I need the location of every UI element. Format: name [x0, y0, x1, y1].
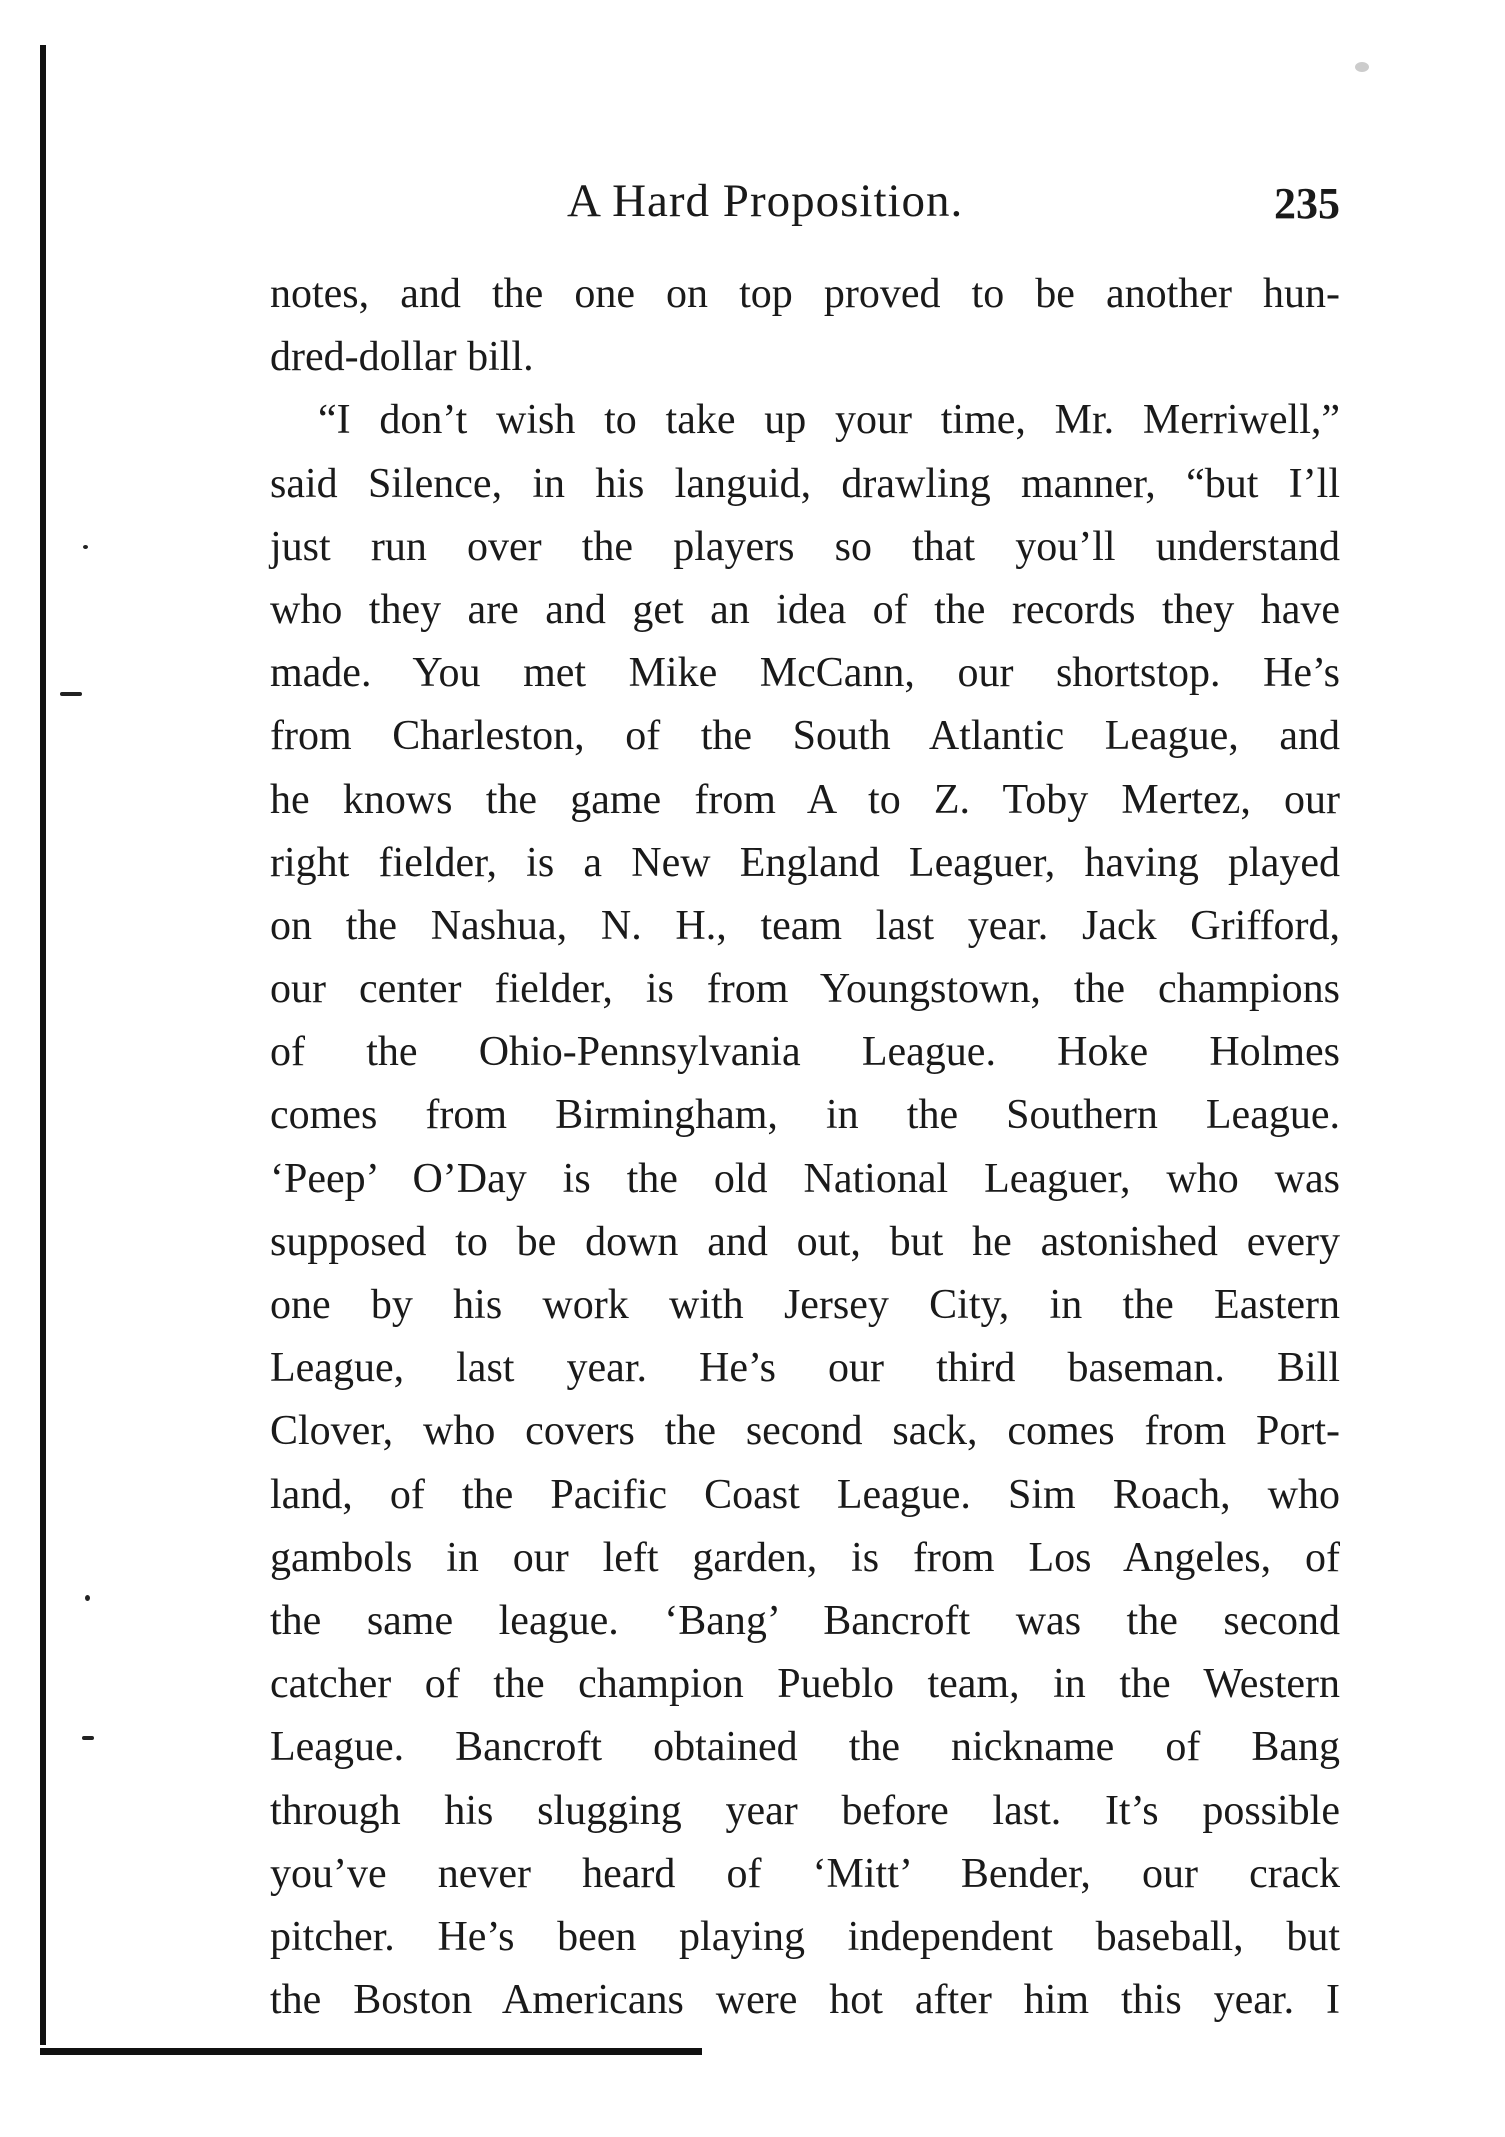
text-line: our center fielder, is from Youngstown, the champions [270, 966, 1340, 1013]
scan-speck [82, 1736, 94, 1740]
chapter-title: A Hard Proposition. [567, 175, 964, 227]
text-line: the Boston Americans were hot after him this year. I [270, 1977, 1340, 2024]
text-line: notes, and the one on top proved to be another hun- [270, 271, 1340, 317]
text-line: Clover, who covers the second sack, comes from Port- [270, 1408, 1340, 1455]
text-line: gambols in our left garden, is from Los Angeles, of [270, 1534, 1340, 1581]
text-line: he knows the game from A to Z. Toby Mertez, our [270, 776, 1340, 823]
page-binding-edge [40, 45, 46, 2045]
text-line: made. You met Mike McCann, our shortstop. He’s [270, 650, 1340, 697]
text-line: “I don’t wish to take up your time, Mr. Merriwell,” [318, 397, 1340, 444]
text-line: of the Ohio-Pennsylvania League. Hoke Holmes [270, 1029, 1340, 1076]
text-line: the same league. ‘Bang’ Bancroft was the second [270, 1597, 1340, 1644]
text-line: League. Bancroft obtained the nickname of Bang [270, 1724, 1340, 1771]
text-line: land, of the Pacific Coast League. Sim Roach, who [270, 1471, 1340, 1518]
running-head [270, 170, 1340, 240]
scan-speck [1355, 62, 1369, 72]
text-line: from Charleston, of the South Atlantic League, and [270, 713, 1340, 760]
text-line: through his slugging year before last. It’s possible [270, 1787, 1340, 1834]
text-line: said Silence, in his languid, drawling manner, “but I’ll [270, 460, 1340, 507]
text-line: supposed to be down and out, but he astonished every [270, 1218, 1340, 1265]
page-number: 235 [1274, 179, 1340, 228]
text-line: one by his work with Jersey City, in the Eastern [270, 1282, 1340, 1328]
scan-speck [83, 545, 88, 549]
text-line: ‘Peep’ O’Day is the old National Leaguer, who was [270, 1155, 1340, 1202]
scan-speck [85, 1595, 90, 1601]
text-line: catcher of the champion Pueblo team, in the Western [270, 1661, 1340, 1708]
text-line: you’ve never heard of ‘Mitt’ Bender, our crack [270, 1850, 1340, 1897]
text-line: right fielder, is a New England Leaguer, having played [270, 839, 1340, 886]
body-text [270, 263, 1340, 2032]
text-line: pitcher. He’s been playing independent baseball, but [270, 1913, 1340, 1960]
text-line: comes from Birmingham, in the Southern League. [270, 1092, 1340, 1139]
text-line: just run over the players so that you’ll understand [270, 523, 1340, 570]
scan-speck [60, 692, 82, 696]
text-line: who they are and get an idea of the records they have [270, 586, 1340, 633]
page-bottom-edge [40, 2048, 702, 2055]
text-line: on the Nashua, N. H., team last year. Jack Grifford, [270, 902, 1340, 949]
text-line: League, last year. He’s our third baseman. Bill [270, 1345, 1340, 1392]
text-line: dred-dollar bill. [270, 334, 534, 381]
